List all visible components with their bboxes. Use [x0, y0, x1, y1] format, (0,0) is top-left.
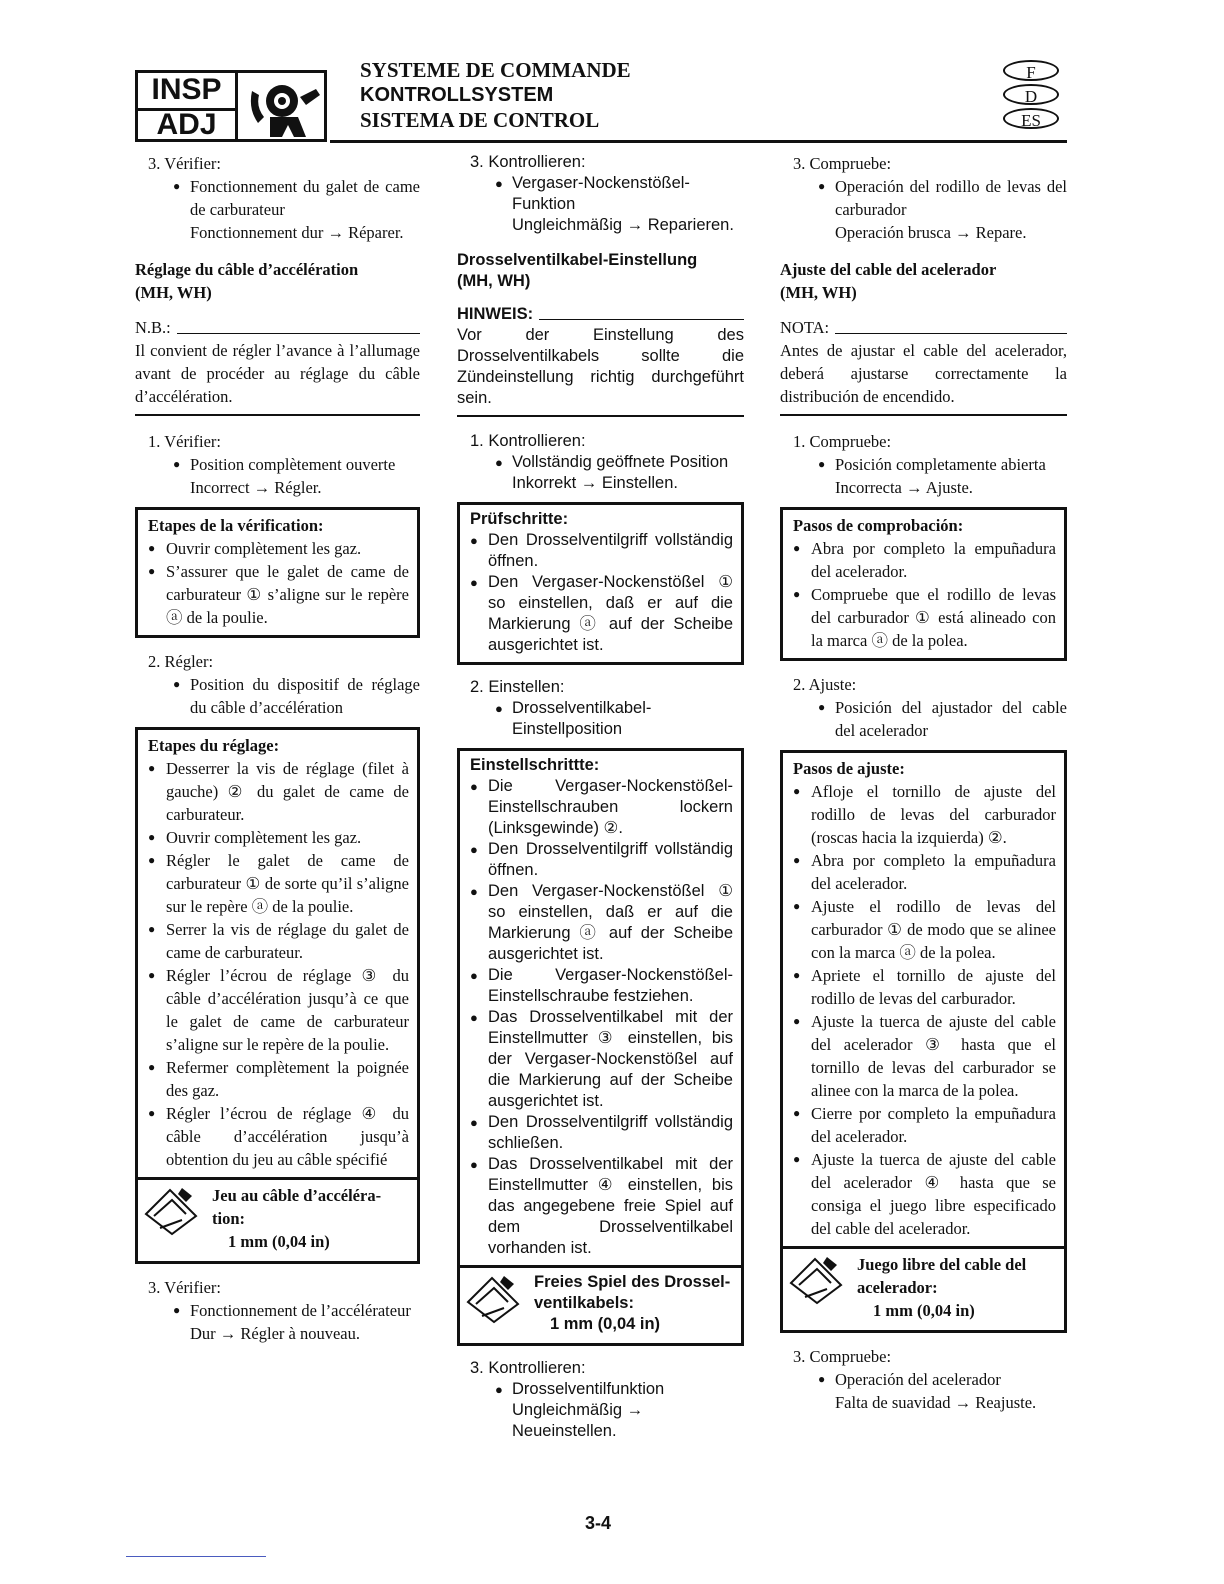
box-item: ● Ajuste la tuerca de ajuste del cable del acelerador ④ hasta que se consiga el juego libre especificado del cable del acelerador. — [793, 1148, 1056, 1240]
box-item: ● Den Drosselventilgriff vollständig öffnen. — [470, 530, 733, 572]
box-item: ● Compruebe que el rodillo de levas del carburador ① está alineado con la marca ⓐ de la polea. — [793, 583, 1056, 652]
result-text: Incorrect → Régler. — [190, 478, 322, 497]
step-label: 1. Kontrollieren: — [470, 432, 586, 450]
box-title: Einstellschrittte: — [470, 756, 600, 774]
spec-value: 1 mm (0,04 in) — [228, 1232, 330, 1251]
box-item: ● Den Drosselventilgriff vollständig öffnen. — [470, 839, 733, 881]
page-titles — [360, 58, 631, 133]
check-steps-box — [780, 507, 1067, 661]
step-label: 1. Vérifier: — [148, 432, 222, 451]
spec-label: Freies Spiel des Drossel- — [534, 1273, 731, 1291]
result-text: Incorrecta → Ajuste. — [835, 478, 973, 497]
bullet-item: ● Operación del rodillo de levas del carburador — [780, 175, 1067, 221]
result-text: Ungleichmäßig → Neueinstellen. — [512, 1401, 644, 1440]
spec-label: Jeu au câble d’accéléra- — [212, 1186, 382, 1205]
result-text: Inkorrekt → Einstellen. — [512, 474, 678, 492]
bullet-item: ● Vergaser-Nockenstößel-Funktion — [457, 173, 744, 215]
step-label: 3. Compruebe: — [793, 1347, 892, 1366]
badge-insp: INSP — [138, 74, 235, 111]
column-spanish — [780, 152, 1067, 1414]
section-heading: Réglage du câble d’accélération — [135, 260, 359, 279]
note-text: Il convient de régler l’avance à l’allumage avant de procéder au réglage du câble d’accélération. — [135, 341, 420, 406]
box-item: ● Die Vergaser-Nockenstößel-Einstellschraube festziehen. — [470, 965, 733, 1007]
spec-wrench-icon — [787, 1253, 845, 1305]
step-label: 3. Vérifier: — [148, 1278, 222, 1297]
bullet-item: ● Position complètement ouverte — [135, 453, 420, 476]
box-item: ● Régler l’écrou de réglage ③ du câble d’accélération jusqu’à ce que le galet de came de carburateur s’aligne sur le repère de la poulie. — [148, 964, 409, 1056]
spec-label-cont: tion: — [212, 1209, 245, 1228]
section-heading-models: (MH, WH) — [135, 283, 212, 302]
box-item: ● Den Drosselventilgriff vollständig schließen. — [470, 1112, 733, 1154]
box-item: ● Desserrer la vis de réglage (filet à gauche) ② du galet de came de carburateur. — [148, 757, 409, 826]
note-block — [780, 316, 1067, 416]
step-label: 2. Einstellen: — [470, 678, 565, 696]
box-item: ● Régler le galet de came de carburateur ① de sorte qu’il s’aligne sur le repère ⓐ de la poulie. — [148, 849, 409, 918]
adjust-steps-box — [135, 727, 420, 1264]
box-item: ● Den Vergaser-Nockenstößel ① so einstellen, daß er auf die Markierung ⓐ auf der Scheibe ausgerichtet ist. — [470, 572, 733, 656]
spec-value: 1 mm (0,04 in) — [550, 1315, 661, 1333]
spec-wrench-icon — [464, 1272, 522, 1324]
box-item: ● Ouvrir complètement les gaz. — [148, 826, 409, 849]
note-text: Antes de ajustar el cable del acelerador, deberá ajustarse correctamente la distribución de encendido. — [780, 341, 1067, 406]
box-item: ● Abra por completo la empuñadura del acelerador. — [793, 849, 1056, 895]
spec-box — [460, 1265, 741, 1343]
box-item: ● Das Drosselventilkabel mit der Einstellmutter ④ einstellen, bis das angegebene freie Spiel auf dem Drosselventilkabel vorhanden ist. — [470, 1154, 733, 1259]
bullet-item: ● Fonctionnement du galet de came de carburateur — [135, 175, 420, 221]
column-german — [457, 152, 744, 1442]
check-steps-box — [135, 507, 420, 638]
box-title: Pasos de ajuste: — [793, 759, 905, 778]
note-text: Vor der Einstellung des Drosselventilkabels sollte die Zündeinstellung richtig durchgeführt sein. — [457, 326, 744, 407]
result-text: Operación brusca → Repare. — [835, 223, 1027, 242]
section-heading-models: (MH, WH) — [457, 272, 531, 290]
box-item: ● Serrer la vis de réglage du galet de came de carburateur. — [148, 918, 409, 964]
section-heading-models: (MH, WH) — [780, 283, 857, 302]
bullet-item: ● Posición completamente abierta — [780, 453, 1067, 476]
bullet-item: ● Drosselventilkabel-Einstellposition — [457, 698, 744, 740]
title-fr: SYSTEME DE COMMANDE — [360, 58, 631, 82]
spec-box — [783, 1246, 1064, 1330]
spec-label-cont: acelerador: — [857, 1278, 938, 1297]
box-item: ● S’assurer que le galet de came de carburateur ① s’aligne sur le repère ⓐ de la poulie. — [148, 560, 409, 629]
check-steps-box — [457, 502, 744, 665]
step-label: 3. Compruebe: — [793, 154, 892, 173]
step-label: 2. Ajuste: — [793, 675, 857, 694]
bullet-item: ● Operación del acelerador — [780, 1368, 1067, 1391]
bullet-item: ● Vollständig geöffnete Position — [457, 452, 744, 473]
section-heading: Drosselventilkabel-Einstellung — [457, 251, 698, 269]
box-item: ● Apriete el tornillo de ajuste del rodillo de levas del carburador. — [793, 964, 1056, 1010]
note-block — [457, 304, 744, 417]
badge-adj: ADJ — [156, 108, 217, 141]
step-label: 2. Régler: — [148, 652, 214, 671]
bullet-item: ● Posición del ajustador del cable del acelerador — [780, 696, 1067, 742]
result-text: Dur → Régler à nouveau. — [190, 1324, 360, 1343]
box-item: ● Refermer complètement la poignée des gaz. — [148, 1056, 409, 1102]
box-item: ● Ajuste la tuerca de ajuste del cable del acelerador ③ hasta que el tornillo de levas del carburador se alinee con la marca de la polea. — [793, 1010, 1056, 1102]
note-label: N.B.: — [135, 316, 420, 339]
box-item: ● Régler l’écrou de réglage ④ du câble d’accélération jusqu’à obtention du jeu au câble spécifié — [148, 1102, 409, 1171]
box-item: ● Cierre por completo la empuñadura del acelerador. — [793, 1102, 1056, 1148]
title-de: KONTROLLSYSTEM — [360, 84, 554, 106]
box-item: ● Das Drosselventilkabel mit der Einstellmutter ③ einstellen, bis der Vergaser-Nockenstößel auf die Markierung auf der Scheibe ausgerichtet ist. — [470, 1007, 733, 1112]
box-item: ● Ajuste el rodillo de levas del carburador ① de modo que se alinee con la marca ⓐ de la polea. — [793, 895, 1056, 964]
bullet-item: ● Position du dispositif de réglage du câble d’accélération — [135, 673, 420, 719]
note-label: NOTA: — [780, 316, 1067, 339]
language-badges — [1003, 60, 1065, 132]
step-label: 3. Kontrollieren: — [470, 1359, 586, 1377]
bottom-rule — [126, 1556, 266, 1557]
step-label: 1. Compruebe: — [793, 432, 892, 451]
title-es: SISTEMA DE CONTROL — [360, 108, 600, 132]
box-item: ● Ouvrir complètement les gaz. — [148, 537, 409, 560]
step-label: 3. Kontrollieren: — [470, 153, 586, 171]
lang-badge-es: ES — [1003, 108, 1059, 129]
lang-badge-f: F — [1003, 60, 1059, 81]
box-title: Etapes de la vérification: — [148, 516, 324, 535]
page-number: 3-4 — [585, 1513, 612, 1533]
adjust-steps-box — [457, 748, 744, 1346]
header-rule — [330, 140, 1067, 143]
spec-label-cont: ventilkabels: — [534, 1294, 634, 1312]
bullet-item: ● Fonctionnement de l’accélérateur — [135, 1299, 420, 1322]
spec-label: Juego libre del cable del — [857, 1255, 1027, 1274]
result-text: Fonctionnement dur → Réparer. — [190, 223, 404, 242]
wrench-inspection-icon — [242, 77, 324, 139]
box-item: ● Afloje el tornillo de ajuste del rodillo de levas del carburador (roscas hacia la izquierda) ②. — [793, 780, 1056, 849]
note-block — [135, 316, 420, 416]
spec-box — [138, 1177, 417, 1261]
section-badge — [135, 70, 327, 142]
spec-wrench-icon — [142, 1184, 200, 1236]
result-text: Falta de suavidad → Reajuste. — [835, 1393, 1037, 1412]
lang-badge-d: D — [1003, 84, 1059, 105]
box-title: Etapes du réglage: — [148, 736, 280, 755]
column-french — [135, 152, 420, 1345]
box-title: Pasos de comprobación: — [793, 516, 964, 535]
result-text: Ungleichmäßig → Reparieren. — [512, 216, 734, 234]
box-title: Prüfschritte: — [470, 510, 569, 528]
step-label: 3. Vérifier: — [148, 154, 222, 173]
spec-value: 1 mm (0,04 in) — [873, 1301, 975, 1320]
box-item: ● Die Vergaser-Nockenstößel-Einstellschrauben lockern (Linksgewinde) ②. — [470, 776, 733, 839]
bullet-item: ● Drosselventilfunktion — [457, 1379, 744, 1400]
section-heading: Ajuste del cable del acelerador — [780, 260, 997, 279]
box-item: ● Den Vergaser-Nockenstößel ① so einstellen, daß er auf die Markierung ⓐ auf der Scheibe ausgerichtet ist. — [470, 881, 733, 965]
box-item: ● Abra por completo la empuñadura del acelerador. — [793, 537, 1056, 583]
adjust-steps-box — [780, 750, 1067, 1333]
note-label: HINWEIS: — [457, 304, 744, 325]
